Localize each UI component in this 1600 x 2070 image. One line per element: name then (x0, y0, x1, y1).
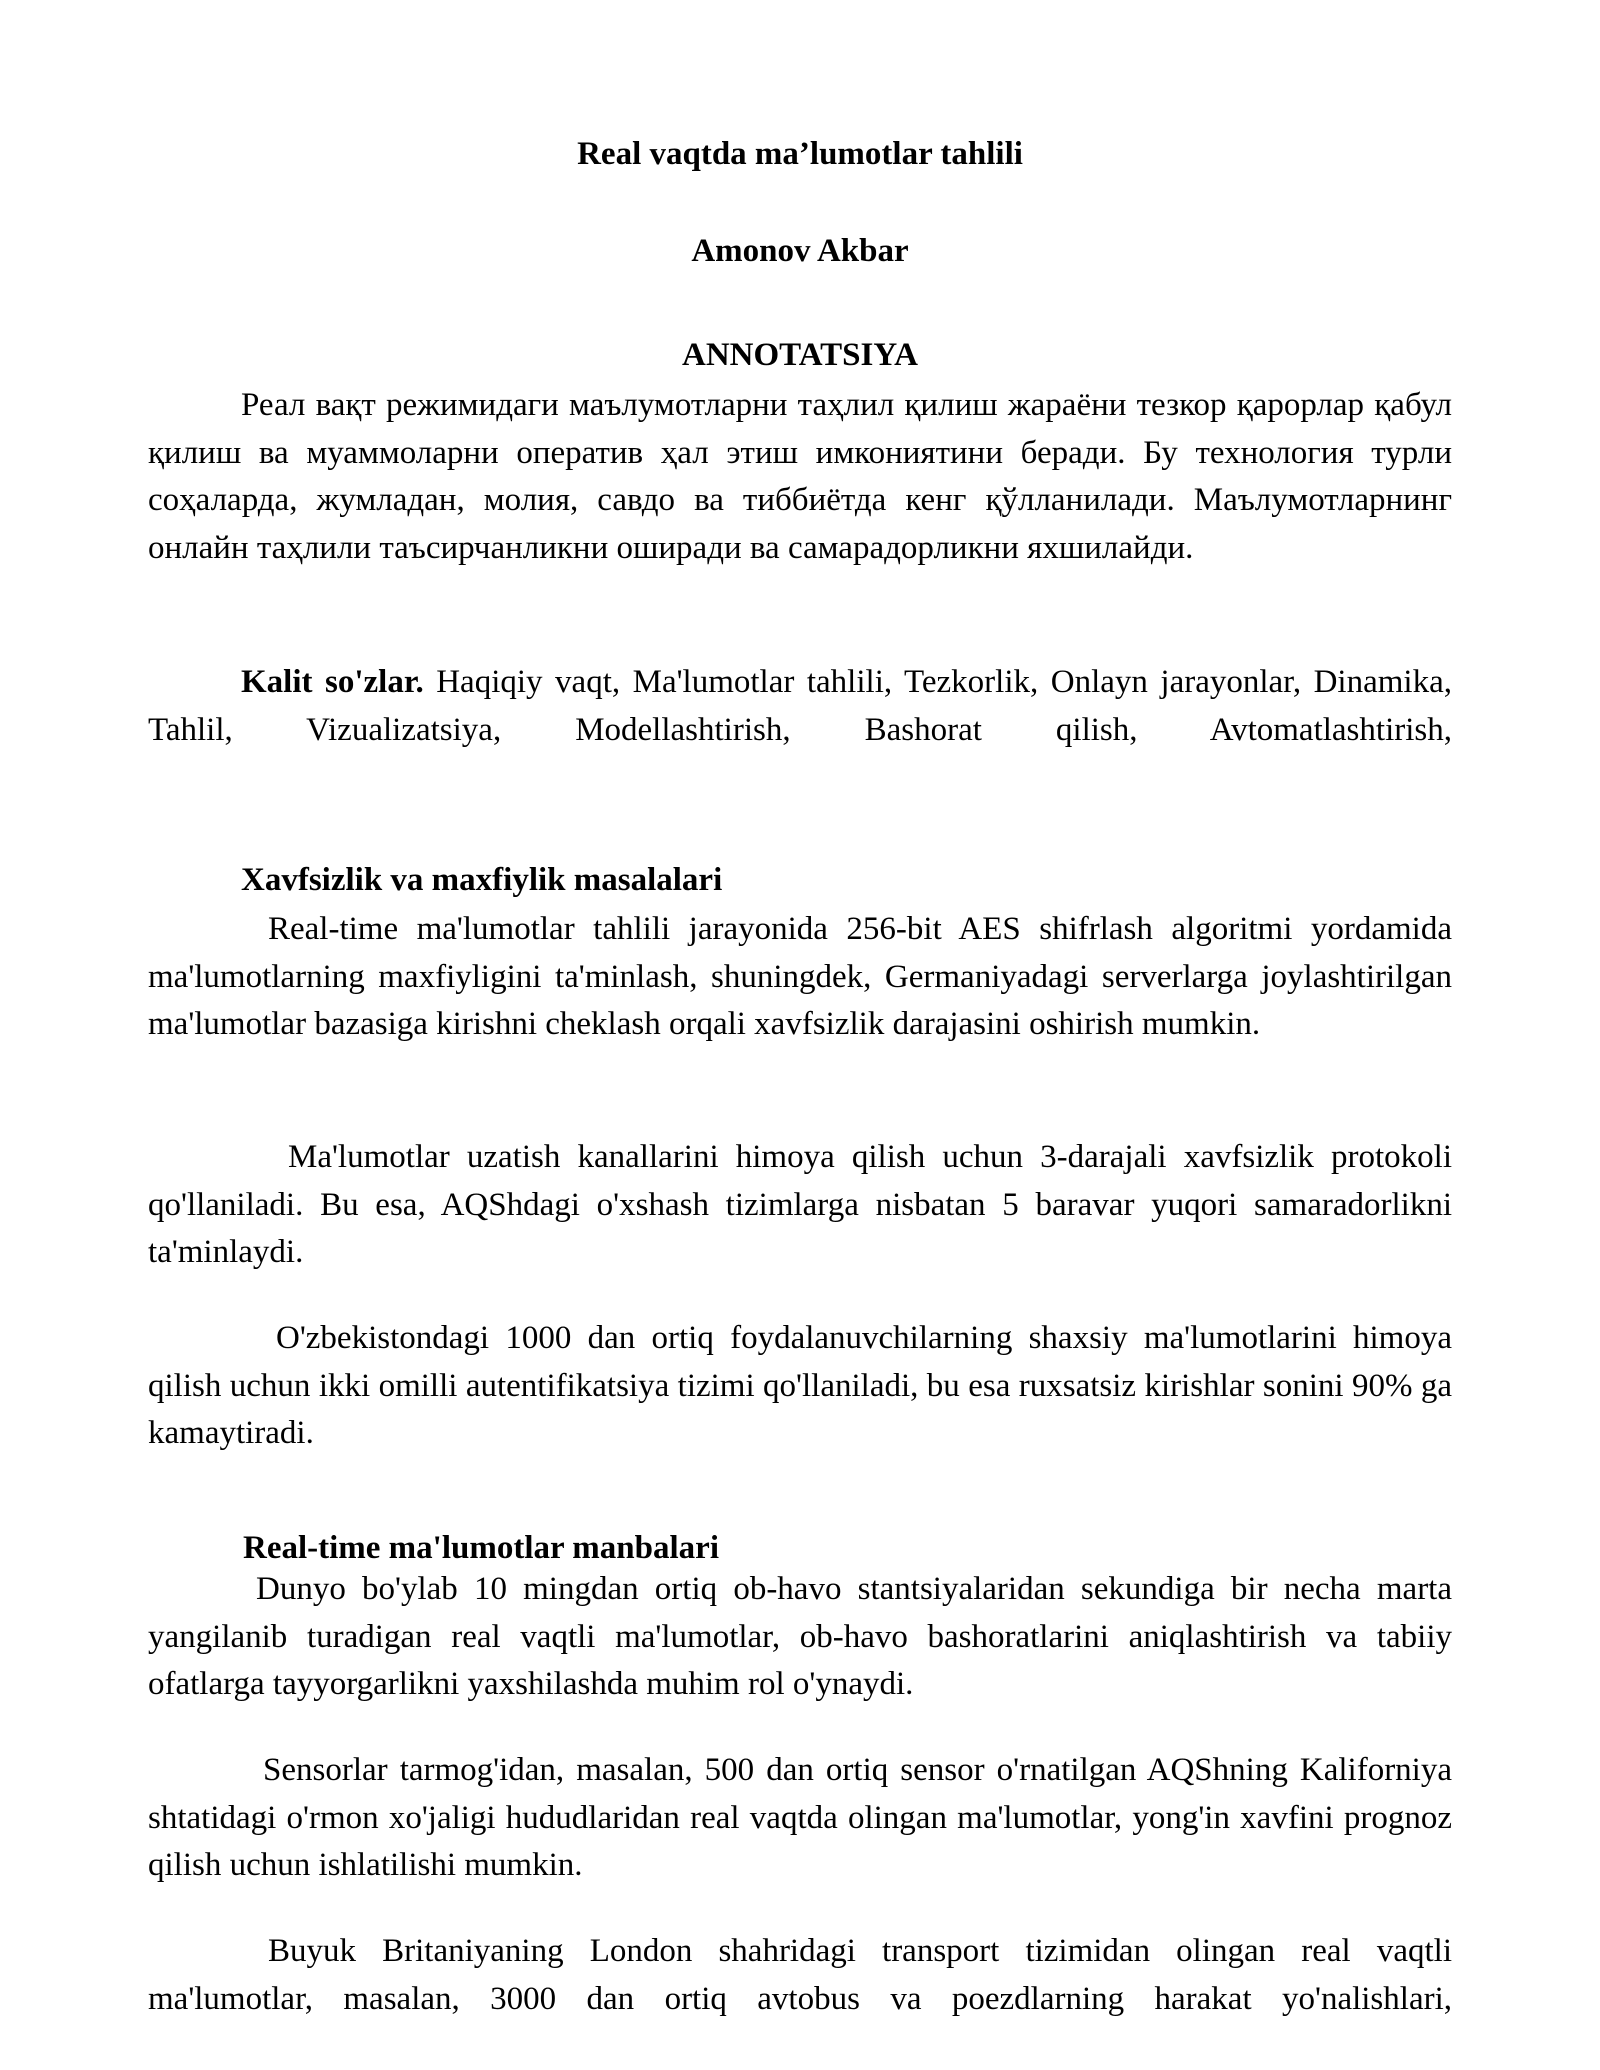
section-heading-sources: Real-time ma'lumotlar manbalari (243, 1530, 719, 1566)
author-name: Amonov Akbar (691, 233, 909, 269)
abstract-text: Реал вақт режимидаги маълумотларни таҳлил қилиш жараёни тезкор қарорлар қабул қилиш ва муаммоларни оператив ҳал этиш имкониятини беради. Бу технология турли соҳаларда, жумладан, молия, савдо ва тиббиётда кенг қўлланилади. Маълумотларнинг онлайн таҳлили таъсирчанликни оширади ва самарадорликни яхшилайди. (148, 387, 1452, 566)
section-sources-paragraph-1: Dunyo bo'ylab 10 mingdan ortiq ob-havo stantsiyalaridan sekundiga bir necha marta yangilanib turadigan real vaqtli ma'lumotlar, ob-havo bashoratlarini aniqlashtirish va tabiiy ofatlarga tayyorgarlikni yaxshilashda muhim rol o'ynaydi. (148, 1571, 1452, 1702)
keywords-text: Haqiqiy vaqt, Ma'lumotlar tahlili, Tezkorlik, Onlayn jarayonlar, Dinamika, Tahlil, Vizualizatsiya, Modellashtirish, Bashorat qilish, Avtomatlashtirish, (148, 664, 1452, 748)
section-security-paragraph-1: Real-time ma'lumotlar tahlili jarayonida 256-bit AES shifrlash algoritmi yordamida ma'lumotlarning maxfiyligini ta'minlash, shuningdek, Germaniyadagi serverlarga joylashtirilgan ma'lumotlar bazasiga kirishni cheklash orqali xavfsizlik darajasini oshirish mumkin. (148, 911, 1452, 1042)
section-sources-paragraph-3: Buyuk Britaniyaning London shahridagi transport tizimidan olingan real vaqtli ma'lumotlar, masalan, 3000 dan ortiq avtobus va poezdlarning harakat yo'nalishlari, (148, 1933, 1452, 2017)
section-security-paragraph-3: O'zbekistondagi 1000 dan ortiq foydalanuvchilarning shaxsiy ma'lumotlarini himoya qilish uchun ikki omilli autentifikatsiya tizimi qo'llaniladi, bu esa ruxsatsiz kirishlar sonini 90% ga kamaytiradi. (148, 1320, 1452, 1451)
section-heading-security: Xavfsizlik va maxfiylik masalalari (241, 862, 723, 898)
keywords-label: Kalit so'zlar. (241, 664, 424, 700)
section-sources-paragraph-2: Sensorlar tarmog'idan, masalan, 500 dan ortiq sensor o'rnatilgan AQShning Kaliforniya shtatidagi o'rmon xo'jaligi hududlaridan real vaqtda olingan ma'lumotlar, yong'in xavfini prognoz qilish uchun ishlatilishi mumkin. (148, 1752, 1452, 1883)
paper-title: Real vaqtda ma’lumotlar tahlili (577, 136, 1023, 172)
section-security-paragraph-2: Ma'lumotlar uzatish kanallarini himoya qilish uchun 3-darajali xavfsizlik protokoli qo'llaniladi. Bu esa, AQShdagi o'xshash tizimlarga nisbatan 5 baravar yuqori samaradorlikni ta'minlaydi. (148, 1139, 1452, 1270)
abstract-heading: ANNOTATSIYA (682, 337, 918, 373)
keywords-paragraph (148, 659, 1452, 754)
